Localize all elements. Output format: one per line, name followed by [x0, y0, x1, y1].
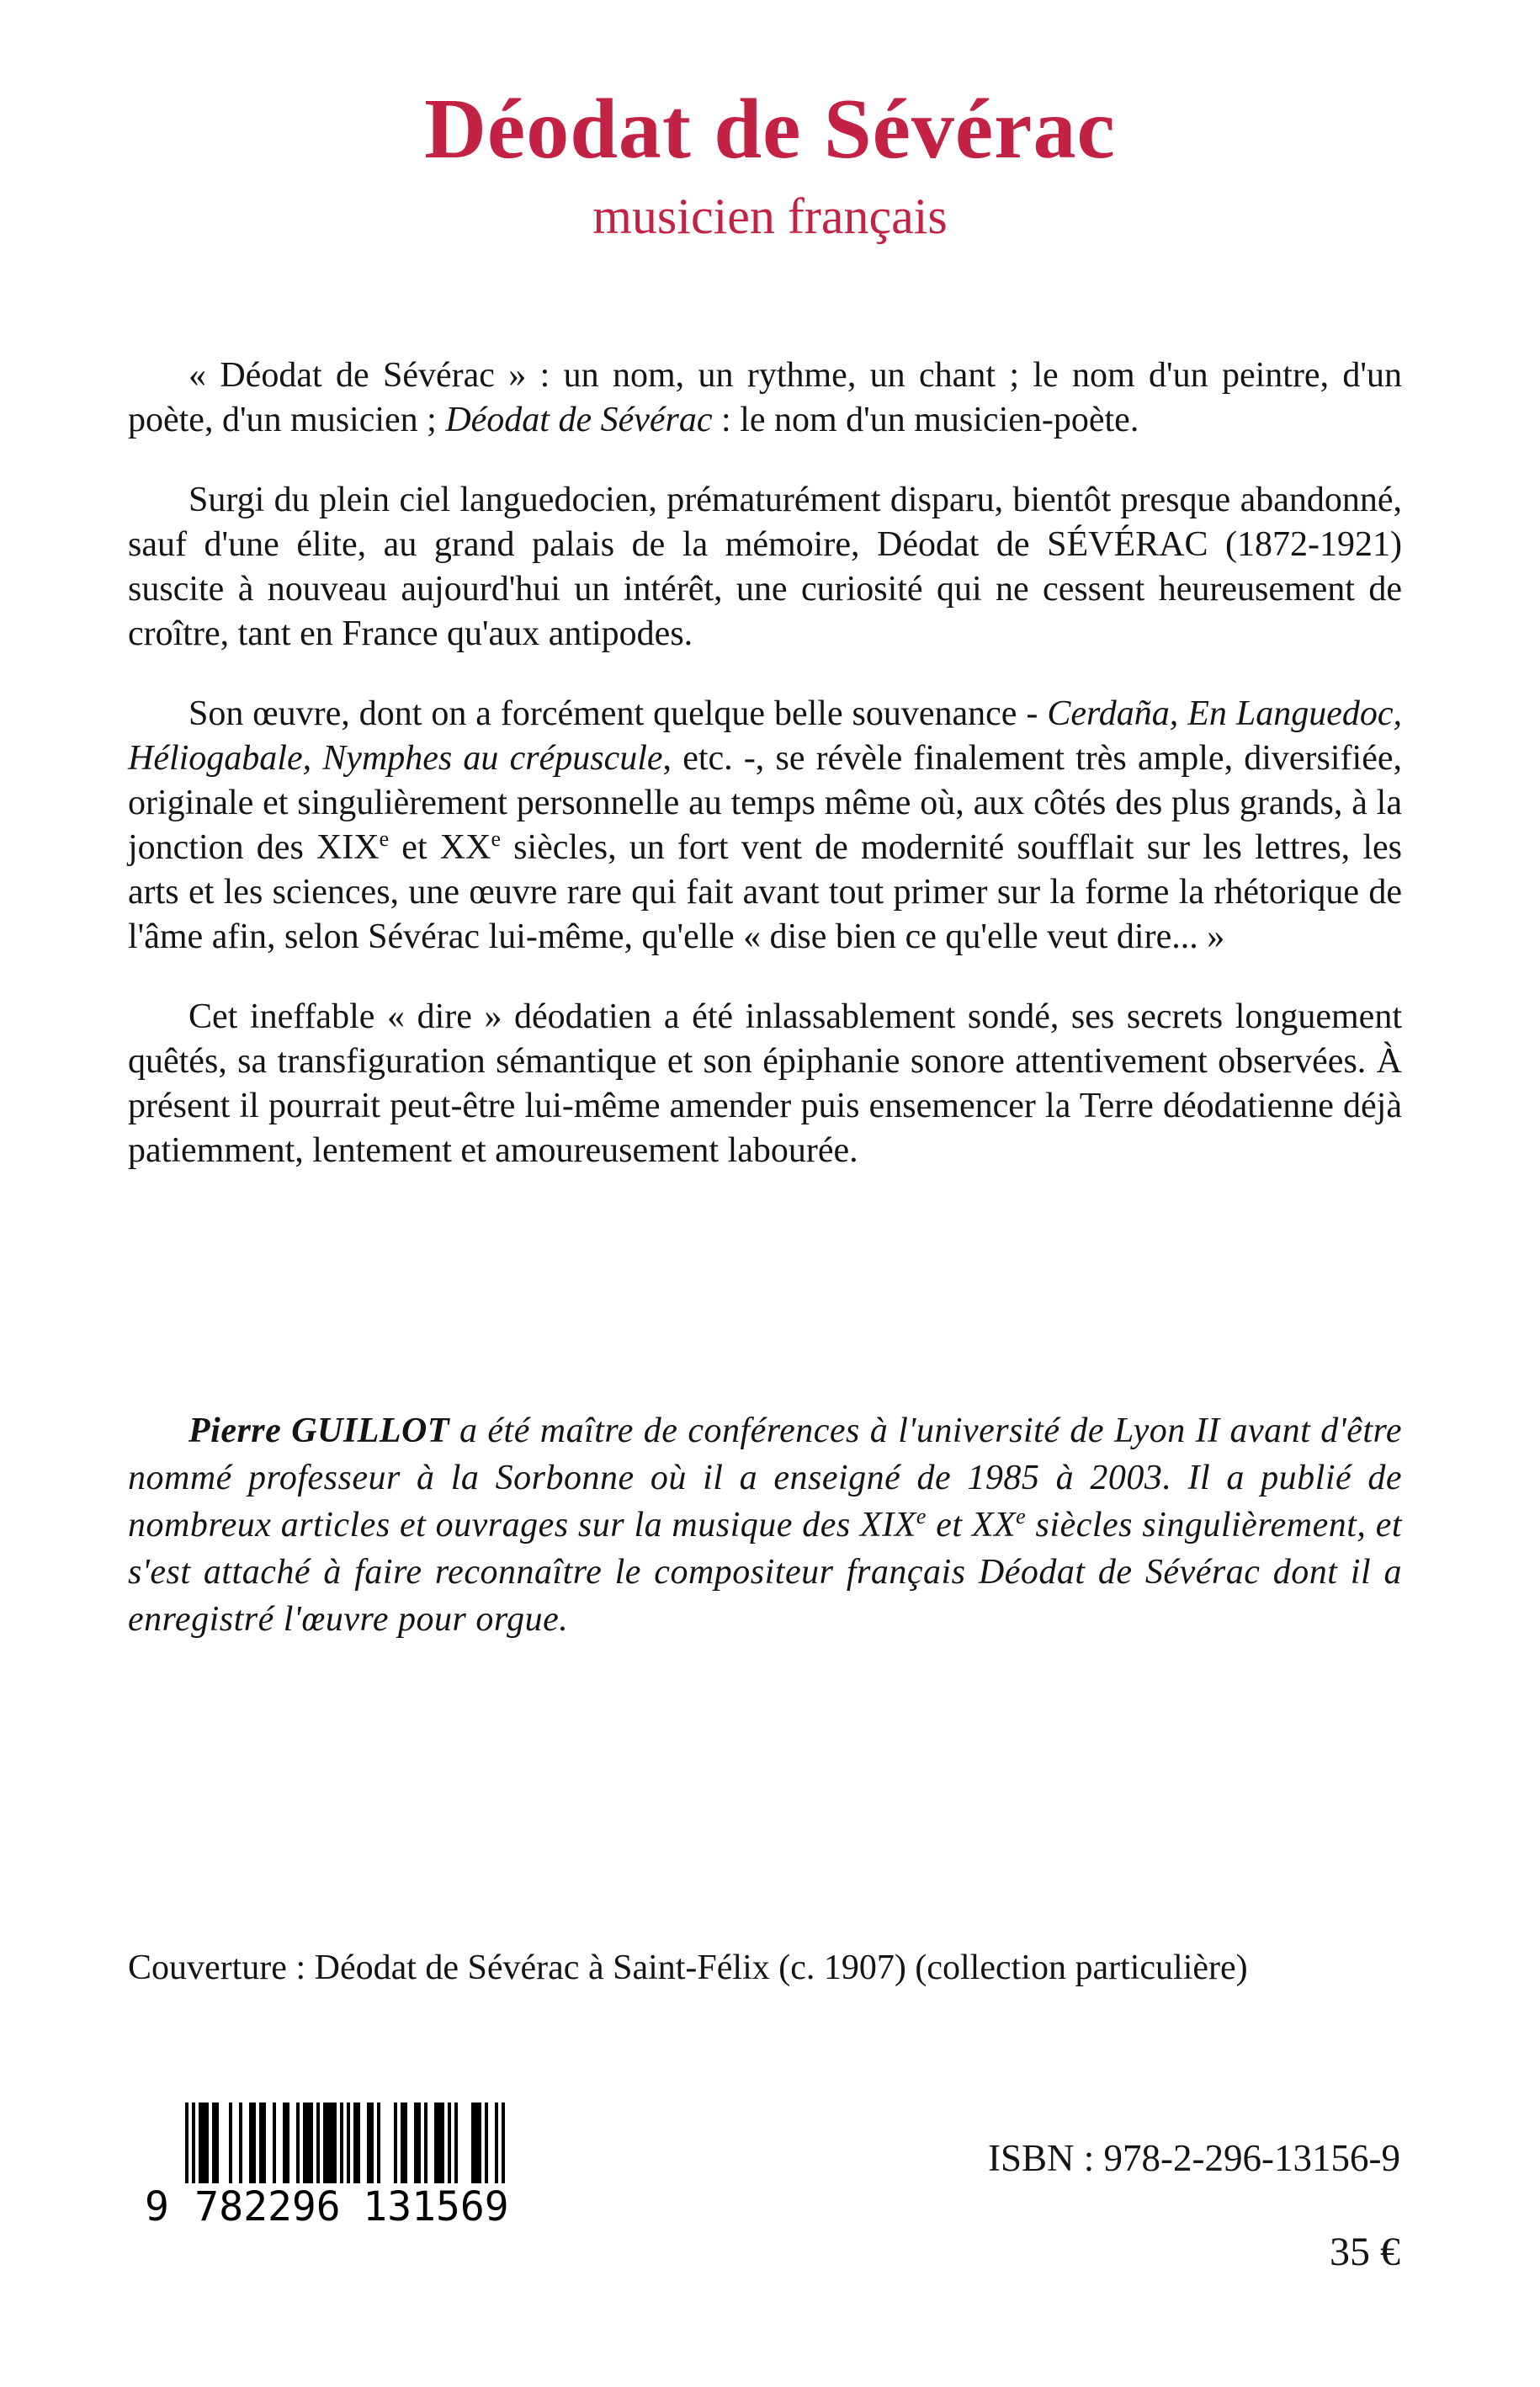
ean13-barcode: [145, 2103, 540, 2262]
paragraph: Pierre GUILLOT a été maître de conférences à l'université de Lyon II avant d'être nommé professeur à la Sorbonne où il a enseigné de 1985 à 2003. Il a publié de nombreux articles et ouvrages sur la musique des XIXe et XXe siècles singulièrement, et s'est attaché à faire reconnaître le compositeur français Déodat de Sévérac dont il a enregistré l'œuvre pour orgue.: [128, 1411, 1403, 1639]
paragraph: « Déodat de Sévérac » : un nom, un rythme, un chant ; le nom d'un peintre, d'un poète, d'un musicien ; Déodat de Sévérac : le nom d'un musicien-poète.: [128, 356, 1402, 439]
paragraph: Couverture : Déodat de Sévérac à Saint-Félix (c. 1907) (collection particulière): [128, 1948, 1248, 1987]
barcode-digits-group1: 782296: [183, 2183, 352, 2230]
paragraph: Son œuvre, dont on a forcément quelque belle souvenance - Cerdaña, En Languedoc, Héliogabale, Nymphes au crépuscule, etc. -, se révèle finalement très ample, diversifiée, originale et singulièrement personnelle au temps même où, aux côtés des plus grands, à la jonction des XIXe et XXe siècles, un fort vent de modernité soufflait sur les lettres, les arts et les sciences, une œuvre rare qui fait avant tout primer sur la forme la rhétorique de l'âme afin, selon Sévérac lui-même, qu'elle « dise bien ce qu'elle veut dire... »: [128, 694, 1402, 956]
paragraph: Cet ineffable « dire » déodatien a été inlassablement sondé, ses secrets longuement quêtés, sa transfiguration sémantique et son épiphanie sonore attentivement observées. À présent il pourrait peut-être lui-même amender puis ensemencer la Terre déodatienne déjà patiemment, lentement et amoureusement labourée.: [128, 997, 1402, 1170]
price-text: 35 €: [1330, 2230, 1400, 2274]
barcode-digits: [145, 2183, 540, 2230]
header: [0, 82, 1540, 244]
book-subtitle: musicien français: [592, 189, 948, 245]
barcode-digits-group2: 131569: [352, 2183, 520, 2230]
author-bio: [128, 1407, 1402, 1678]
isbn-text: ISBN : 978-2-296-13156-9: [988, 2137, 1400, 2179]
book-title: Déodat de Sévérac: [424, 82, 1116, 177]
back-cover-body-text: [128, 354, 1402, 1209]
cover-photo-caption: [128, 1946, 1402, 2026]
paragraph: Surgi du plein ciel languedocien, prématurément disparu, bientôt presque abandonné, sauf d'une élite, au grand palais de la mémoire, Déodat de SÉVÉRAC (1872-1921) suscite à nouveau aujourd'hui un intérêt, une curiosité qui ne cessent heureusement de croître, tant en France qu'aux antipodes.: [128, 481, 1402, 653]
barcode-digit-first: 9: [145, 2183, 169, 2230]
